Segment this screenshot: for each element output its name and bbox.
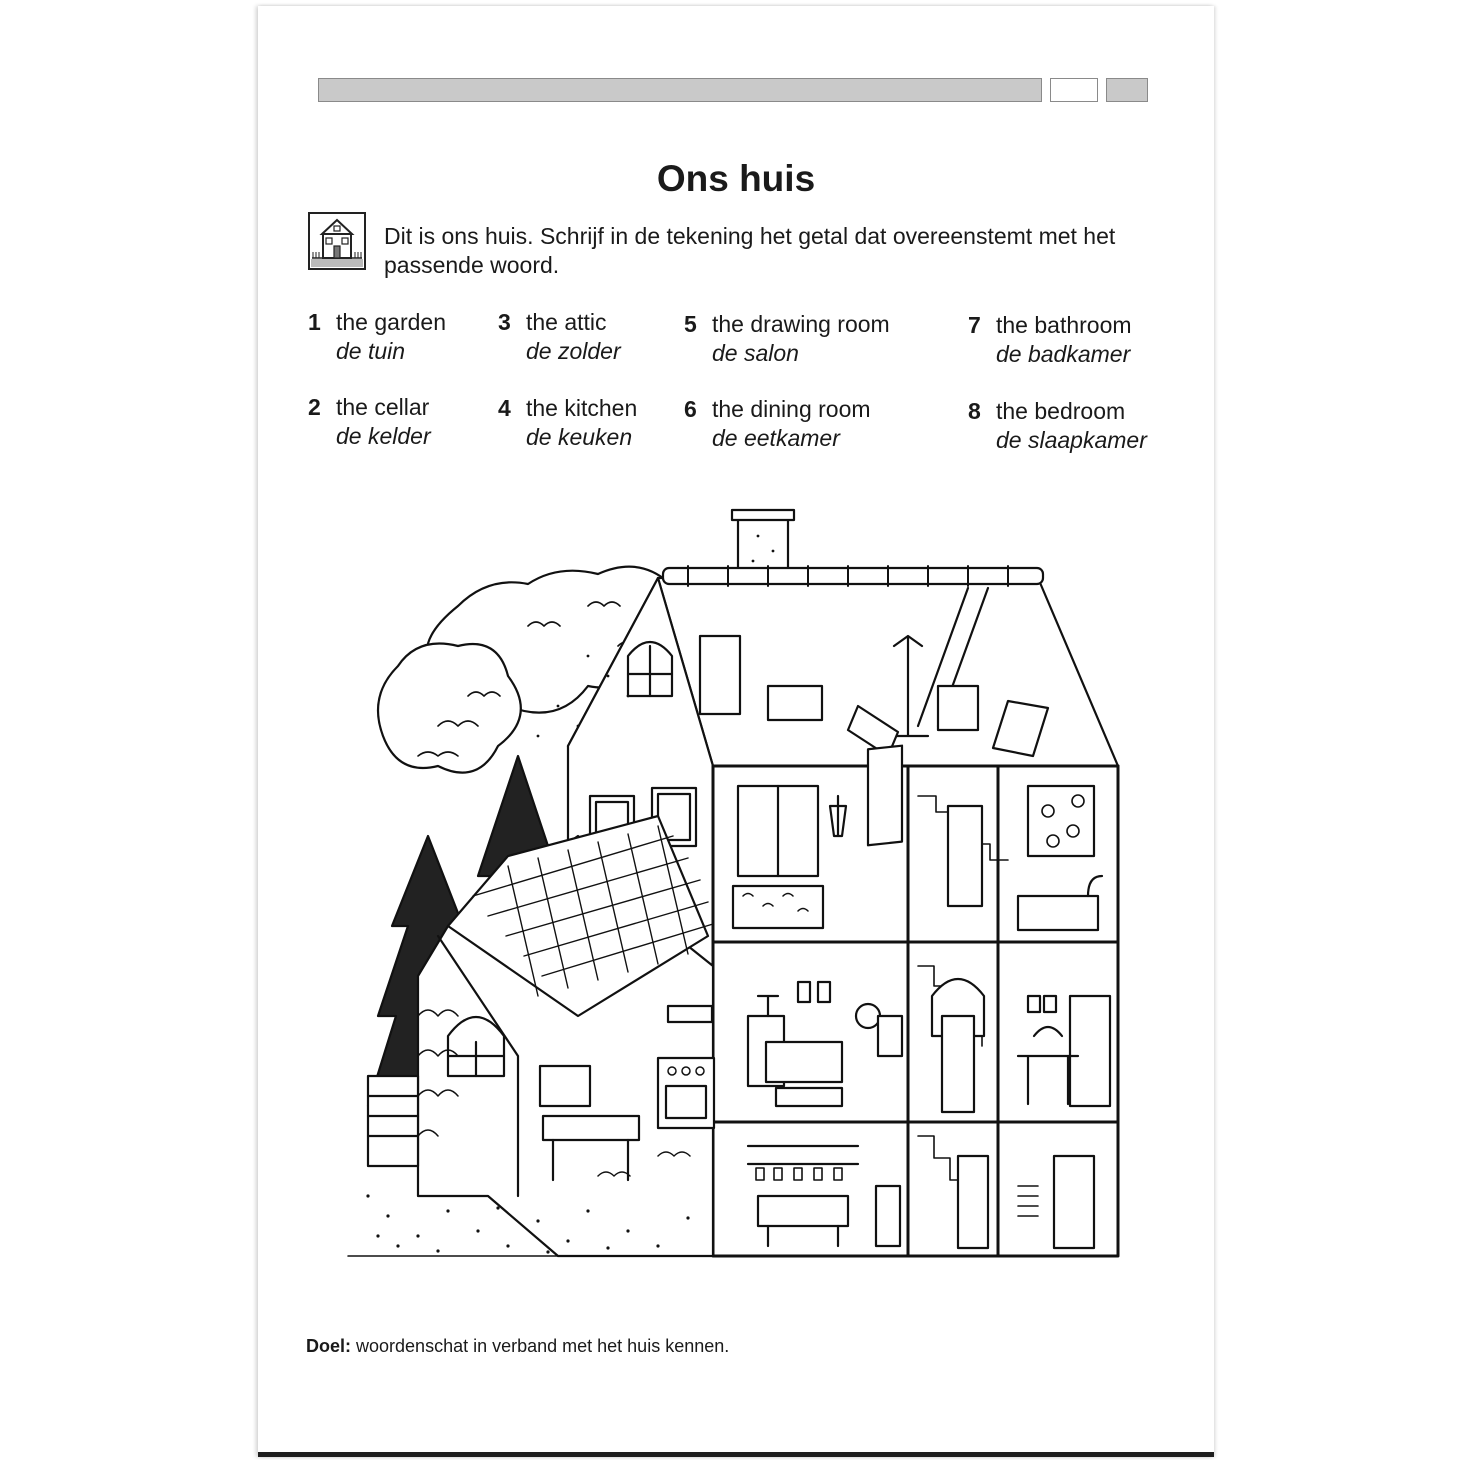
vocab-dutch: de badkamer [996,341,1131,367]
vocab-english: the attic [526,309,607,335]
footer-label: Doel: [306,1336,351,1356]
instruction-text: Dit is ons huis. Schrijf in de tekening het getal dat overeenstemt met het passende woord. [384,223,1116,278]
vocab-dutch: de zolder [526,338,621,364]
worksheet-page [258,6,1214,1457]
vocab-english: the bedroom [996,398,1126,424]
vocab-dutch: de salon [712,340,799,366]
header-box [1050,78,1098,102]
vocab-dutch: de slaapkamer [996,427,1147,453]
footer-text: woordenschat in verband met het huis kennen. [356,1336,730,1356]
vocab-dutch: de eetkamer [712,425,840,451]
vocab-dutch: de kelder [336,423,431,449]
page-title: Ons huis [656,158,816,199]
vocab-english: the cellar [336,394,430,420]
house-cutaway-drawing [328,496,1138,1266]
vocab-number: 2 [308,394,321,420]
vocab-dutch: de keuken [526,424,633,450]
vocab-english: the garden [336,309,446,335]
vocab-number: 5 [684,311,697,337]
vocab-number: 8 [968,398,981,424]
header-bar [318,78,1042,102]
header-bar-end [1106,78,1148,102]
vocab-english: the dining room [712,396,871,422]
vocab-number: 1 [308,309,321,335]
vocab-number: 7 [968,312,981,338]
vocab-english: the bathroom [996,312,1132,338]
vocab-number: 3 [498,309,511,335]
vocab-dutch: de tuin [336,338,406,364]
footer-goal [306,1336,729,1357]
vocab-english: the kitchen [526,395,638,421]
vocab-number: 6 [684,396,697,422]
house-icon [308,212,366,270]
vocab-number: 4 [498,395,511,421]
vocab-english: the drawing room [712,311,890,337]
